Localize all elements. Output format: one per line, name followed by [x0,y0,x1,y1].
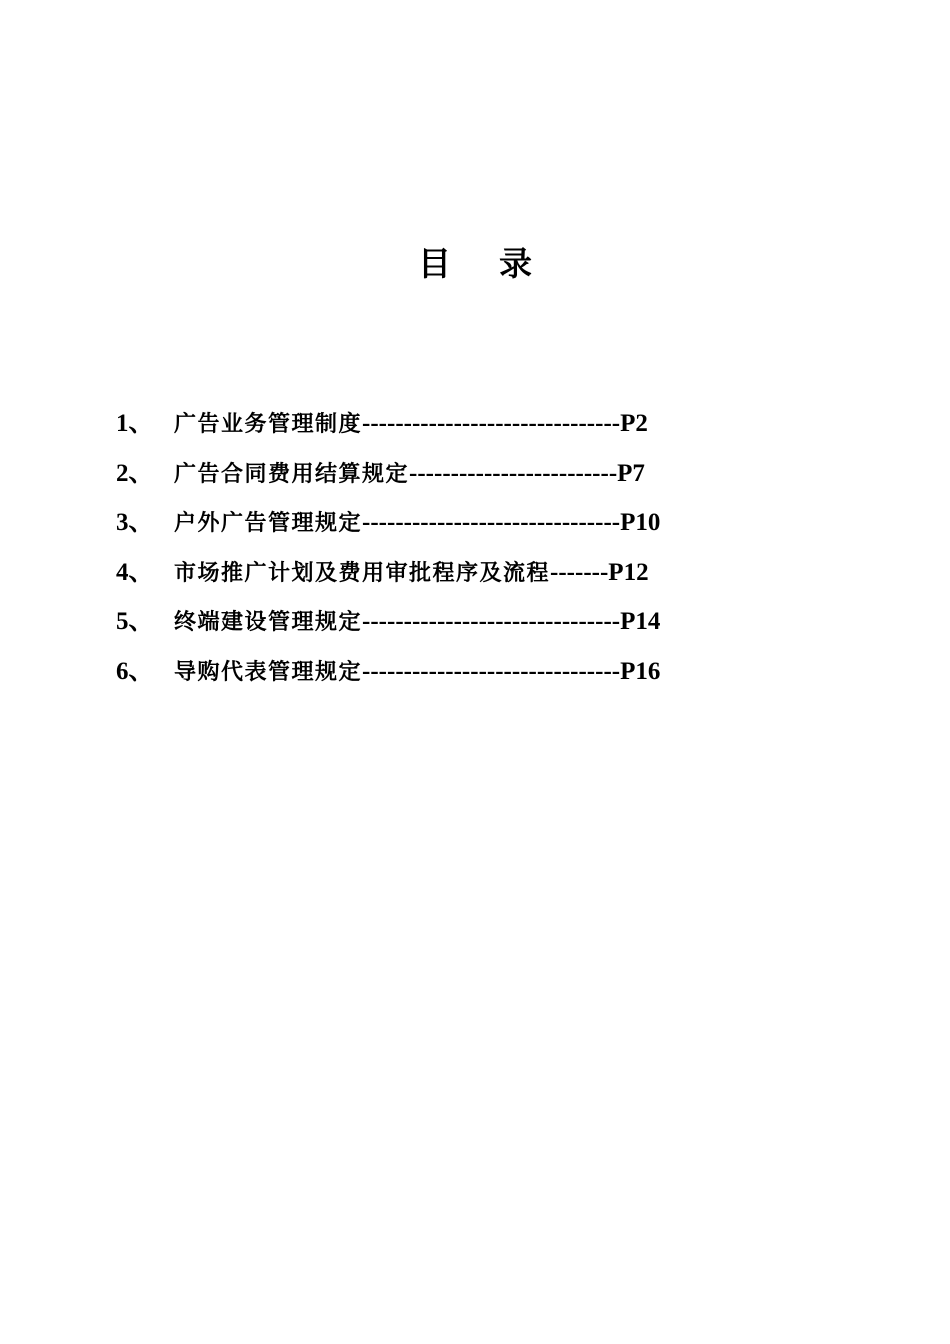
toc-entry-leader: ------------------------------- [362,608,621,636]
toc-entry-page: P10 [620,509,661,537]
toc-entry-title: 广告业务管理制度 [174,411,363,437]
toc-entry-title: 终端建设管理规定 [174,609,363,636]
toc-entry-2[interactable] [116,452,756,502]
toc-entry-6[interactable] [116,650,756,700]
toc-entry-number: 5、 [116,608,154,636]
toc-entry-title: 广告合同费用结算规定 [174,460,410,487]
toc-entry-4[interactable] [116,551,756,601]
toc-entry-leader: ------------------------------- [362,657,621,685]
title-char-right: 录 [499,244,532,283]
toc-entry-number: 6、 [116,657,154,685]
toc-entry-page: P7 [617,459,645,487]
toc-entry-number: 2、 [116,459,154,487]
title-char-left: 目 [418,244,451,283]
toc-entry-page: P12 [608,558,649,586]
toc-entry-number: 3、 [116,509,154,537]
toc-entry-5[interactable] [116,600,756,650]
toc-entry-number: 1、 [116,410,154,437]
page-title [0,240,950,288]
toc-entry-3[interactable] [116,501,756,551]
toc-entry-page: P2 [620,410,648,437]
toc-entry-leader: ------- [550,558,609,586]
toc-entry-title: 导购代表管理规定 [174,658,363,685]
toc-entry-page: P16 [620,657,661,685]
toc-entry-number: 4、 [116,558,154,586]
table-of-contents [116,402,756,700]
toc-entry-leader: ------------------------------- [362,509,621,537]
toc-entry-page: P14 [620,608,661,636]
toc-entry-title: 户外广告管理规定 [174,510,363,537]
toc-entry-leader: ------------------------------- [362,410,621,437]
toc-entry-1[interactable] [116,402,756,452]
toc-entry-title: 市场推广计划及费用审批程序及流程 [174,559,551,586]
toc-entry-leader: ------------------------- [409,459,618,487]
